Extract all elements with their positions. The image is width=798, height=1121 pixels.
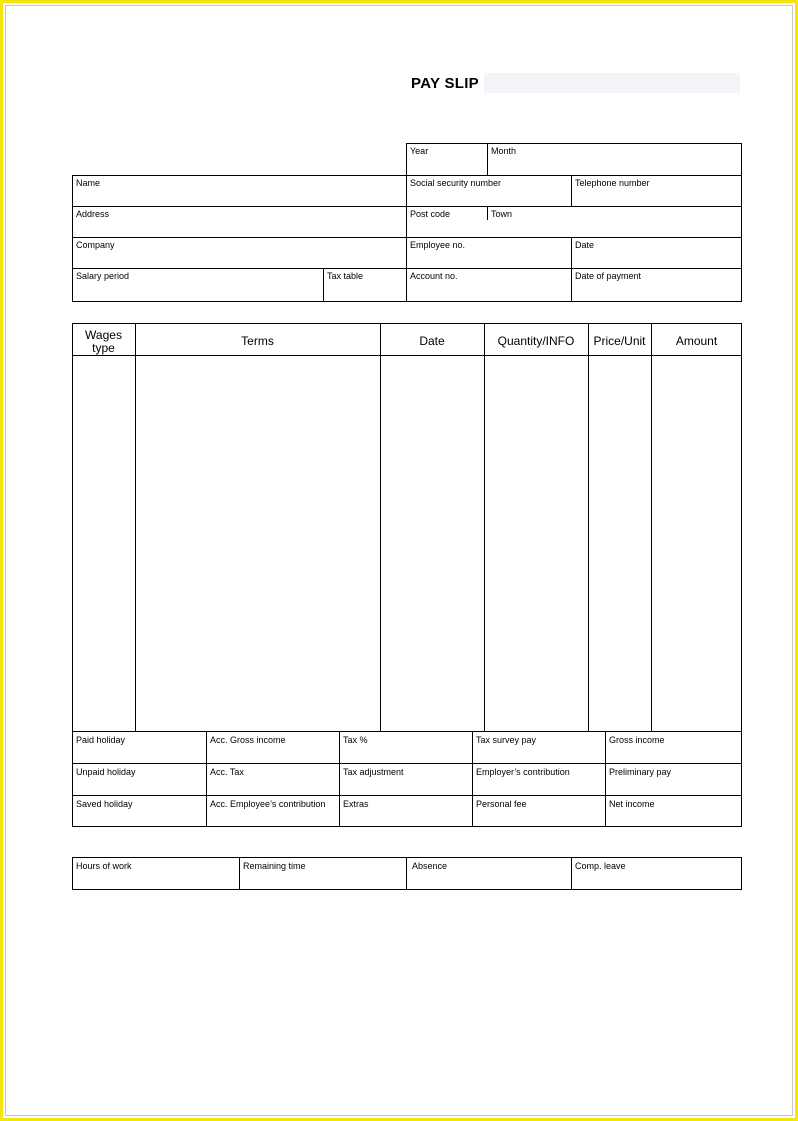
employee-no-field[interactable]: Employee no. xyxy=(410,240,466,250)
page-title: PAY SLIP xyxy=(411,75,479,92)
divider xyxy=(323,268,324,302)
divider xyxy=(239,857,240,890)
acc-employee-contribution-field[interactable]: Acc. Employee’s contribution xyxy=(210,799,326,809)
divider xyxy=(571,175,572,206)
year-field[interactable]: Year xyxy=(410,146,429,156)
tax-adjustment-field[interactable]: Tax adjustment xyxy=(343,767,404,777)
col-header-price-unit: Price/Unit xyxy=(593,334,646,348)
name-field[interactable]: Name xyxy=(76,178,101,188)
divider xyxy=(472,731,473,827)
divider xyxy=(571,857,572,890)
header-grid xyxy=(72,175,742,302)
summary-grid xyxy=(72,731,742,827)
salary-period-field[interactable]: Salary period xyxy=(76,271,130,281)
divider xyxy=(72,763,742,764)
post-code-field[interactable]: Post code xyxy=(410,209,451,219)
hours-of-work-field[interactable]: Hours of work xyxy=(76,861,132,871)
gross-income-field[interactable]: Gross income xyxy=(609,735,665,745)
divider xyxy=(72,237,742,238)
paid-holiday-field[interactable]: Paid holiday xyxy=(76,735,126,745)
date-field[interactable]: Date xyxy=(575,240,595,250)
extras-field[interactable]: Extras xyxy=(343,799,369,809)
company-field[interactable]: Company xyxy=(76,240,115,250)
divider xyxy=(605,731,606,827)
tax-survey-pay-field[interactable]: Tax survey pay xyxy=(476,735,537,745)
preliminary-pay-field[interactable]: Preliminary pay xyxy=(609,767,672,777)
month-field[interactable]: Month xyxy=(491,146,517,156)
divider xyxy=(72,268,742,269)
divider xyxy=(484,323,485,732)
divider xyxy=(487,143,488,176)
col-header-wages-line2: type xyxy=(92,341,115,355)
telephone-field[interactable]: Telephone number xyxy=(575,178,650,188)
col-header-amount: Amount xyxy=(675,334,718,348)
net-income-field[interactable]: Net income xyxy=(609,799,655,809)
tax-percent-field[interactable]: Tax % xyxy=(343,735,368,745)
footer-grid xyxy=(72,857,742,890)
divider xyxy=(339,731,340,827)
social-security-field[interactable]: Social security number xyxy=(410,178,502,188)
divider xyxy=(651,323,652,732)
remaining-time-field[interactable]: Remaining time xyxy=(243,861,306,871)
divider xyxy=(135,323,136,732)
absence-field[interactable]: Absence xyxy=(412,861,448,871)
comp-leave-field[interactable]: Comp. leave xyxy=(575,861,626,871)
account-no-field[interactable]: Account no. xyxy=(410,271,458,281)
col-header-date: Date xyxy=(419,334,445,348)
date-of-payment-field[interactable]: Date of payment xyxy=(575,271,642,281)
year-month-box xyxy=(406,143,742,176)
divider xyxy=(588,323,589,732)
items-table xyxy=(72,323,742,732)
divider xyxy=(406,175,407,302)
divider xyxy=(72,206,742,207)
divider xyxy=(206,731,207,827)
col-header-wages-line1: Wages xyxy=(85,328,122,342)
saved-holiday-field[interactable]: Saved holiday xyxy=(76,799,133,809)
divider xyxy=(72,355,742,356)
col-header-wages-type xyxy=(72,329,135,355)
acc-tax-field[interactable]: Acc. Tax xyxy=(210,767,244,777)
divider xyxy=(72,795,742,796)
unpaid-holiday-field[interactable]: Unpaid holiday xyxy=(76,767,136,777)
employer-contribution-field[interactable]: Employer’s contribution xyxy=(476,767,570,777)
tax-table-field[interactable]: Tax table xyxy=(327,271,364,281)
town-field[interactable]: Town xyxy=(491,209,513,219)
col-header-quantity: Quantity/INFO xyxy=(497,334,575,348)
divider xyxy=(571,237,572,302)
divider xyxy=(406,857,407,890)
col-header-terms: Terms xyxy=(241,334,274,348)
address-field[interactable]: Address xyxy=(76,209,110,219)
personal-fee-field[interactable]: Personal fee xyxy=(476,799,527,809)
title-fill-field[interactable] xyxy=(484,73,740,93)
acc-gross-income-field[interactable]: Acc. Gross income xyxy=(210,735,286,745)
divider xyxy=(380,323,381,732)
divider xyxy=(487,206,488,220)
